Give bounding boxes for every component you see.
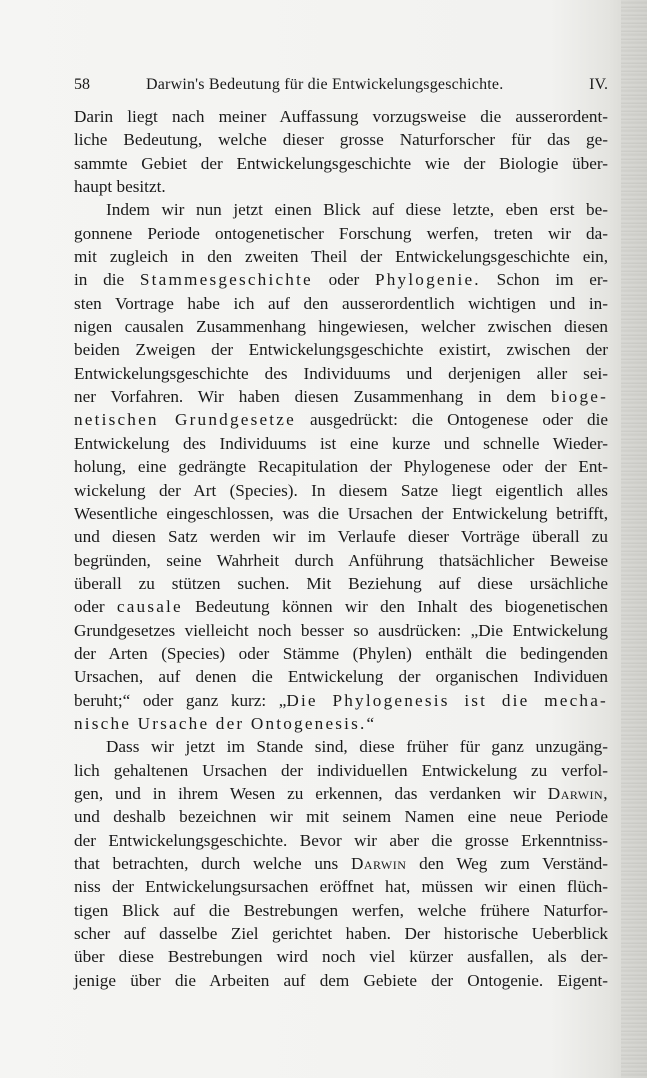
text-segment: mit zugleich in den zweiten Theil der Entwickelungsgeschichte ein, [74, 247, 608, 267]
text-line [74, 619, 608, 642]
text-line [74, 198, 608, 221]
text-segment: Wesentliche eingeschlossen, was die Ursachen der Entwickelung betrifft, [74, 503, 608, 523]
text-line [74, 502, 608, 525]
text-line [74, 829, 608, 852]
text-line [74, 222, 608, 245]
text-segment: sammte Gebiet der Entwickelungsgeschichte wie der Biologie über- [74, 153, 608, 173]
text-line [74, 922, 608, 945]
text-segment: tigen Blick auf die Bestrebungen werfen, welche frühere Naturfor- [74, 900, 608, 920]
body-text [74, 105, 608, 992]
text-segment: gen, und in ihrem Wesen zu erkennen, das verdanken wir [74, 783, 548, 803]
text-line [74, 128, 608, 151]
small-caps-name: Darwin, [547, 783, 608, 803]
text-line [74, 455, 608, 478]
text-line [74, 782, 608, 805]
text-segment: jenige über die Arbeiten auf dem Gebiete der Ontogenie. Eigent- [74, 970, 608, 990]
text-line [74, 432, 608, 455]
text-line [74, 969, 608, 992]
emphasized-text: netischen Grundgesetze [74, 410, 296, 430]
text-segment: Indem wir nun jetzt einen Blick auf diese letzte, eben erst be- [106, 200, 608, 220]
text-segment: Grundgesetzes vielleicht noch besser so ausdrücken: „Die Entwickelung [74, 620, 608, 640]
text-segment: niss der Entwickelungsursachen eröffnet hat, müssen wir einen flüch- [74, 877, 608, 897]
text-segment: oder [312, 270, 375, 290]
running-title: Darwin's Bedeutung für die Entwickelungsgeschichte. [146, 76, 504, 93]
text-segment: beruht;“ oder ganz kurz: „ [74, 690, 287, 710]
text-line [74, 105, 608, 128]
text-line [74, 805, 608, 828]
text-segment: holung, eine gedrängte Recapitulation der Phylogenese oder der Ent- [74, 457, 608, 477]
text-segment: beiden Zweigen der Entwickelungsgeschichte existirt, zwischen der [74, 340, 608, 360]
text-line [74, 572, 608, 595]
text-segment: und deshalb bezeichnen wir mit seinem Namen eine neue Periode [74, 807, 608, 827]
text-segment: Bedeutung können wir den Inhalt des biogenetischen [182, 597, 608, 617]
text-line [74, 899, 608, 922]
text-line [74, 292, 608, 315]
text-line [74, 735, 608, 758]
emphasized-text: Stammesgeschichte [139, 270, 313, 290]
text-segment: ner Vorfahren. Wir haben diesen Zusammenhang in dem [74, 387, 551, 407]
text-line [74, 642, 608, 665]
text-segment: haupt besitzt. [74, 177, 166, 197]
text-segment: that betrachten, durch welche uns [74, 854, 351, 873]
chapter-number: IV. [589, 76, 608, 93]
text-segment: sten Vortrage habe ich auf den ausserordentlich wichtigen und in- [74, 293, 608, 313]
text-line [74, 315, 608, 338]
text-segment: Darin liegt nach meiner Auffassung vorzugsweise die ausserordent- [74, 107, 608, 126]
text-segment: Schon im er- [480, 270, 608, 290]
text-segment: über diese Bestrebungen wird noch viel kürzer ausfallen, als der- [74, 947, 608, 967]
text-segment: den Weg zum Verständ- [406, 854, 608, 873]
text-line [74, 549, 608, 572]
page-header [74, 76, 608, 98]
emphasized-text: bioge- [550, 387, 608, 407]
text-segment: liche Bedeutung, welche dieser grosse Naturforscher für das ge- [74, 130, 608, 150]
emphasized-text: Phylogenie. [374, 270, 481, 290]
text-segment: scher auf dasselbe Ziel gerichtet haben. Der historische Ueberblick [74, 924, 608, 944]
page-number: 58 [74, 76, 90, 93]
text-segment: in die [74, 270, 140, 290]
text-segment: Dass wir jetzt im Stande sind, diese früher für ganz unzugäng- [106, 737, 608, 757]
emphasized-text: Die Phylogenesis ist die mecha- [286, 690, 608, 710]
text-segment: nigen causalen Zusammenhang hingewiesen, welcher zwischen diesen [74, 317, 608, 337]
text-line [74, 665, 608, 688]
emphasized-text: nische Ursache der Ontogenesis. [74, 713, 367, 733]
text-segment: Entwickelungsgeschichte des Individuums und derjenigen aller sei- [74, 363, 608, 383]
text-segment: wickelung der Art (Species). In diesem Satze liegt eigentlich alles [74, 480, 608, 500]
text-line [74, 712, 608, 735]
text-line [74, 385, 608, 408]
text-segment: und diesen Satz werden wir im Verlaufe dieser Vorträge überall zu [74, 527, 608, 547]
emphasized-text: causale [116, 597, 183, 617]
text-line [74, 525, 608, 548]
text-line [74, 875, 608, 898]
text-line [74, 852, 608, 875]
text-segment: der Arten (Species) oder Stämme (Phylen) enthält die bedingenden [74, 643, 608, 663]
text-segment: lich gehaltenen Ursachen der individuellen Entwickelung zu verfol- [74, 760, 608, 780]
text-line [74, 338, 608, 361]
text-segment: oder [74, 597, 117, 617]
text-line [74, 152, 608, 175]
text-line [74, 408, 608, 431]
text-segment: der Entwickelungsgeschichte. Bevor wir aber die grosse Erkenntniss- [74, 830, 608, 850]
page-edge [621, 0, 647, 1078]
text-line [74, 362, 608, 385]
text-line [74, 689, 608, 712]
text-segment: Ursachen, auf denen die Entwickelung der organischen Individuen [74, 667, 608, 687]
text-line [74, 759, 608, 782]
small-caps-name: Darwin [350, 854, 407, 873]
text-segment: überall zu stützen suchen. Mit Beziehung auf diese ursächliche [74, 573, 608, 593]
text-line [74, 479, 608, 502]
text-segment: Entwickelung des Individuums ist eine kurze und schnelle Wieder- [74, 433, 608, 453]
text-segment: gonnene Periode ontogenetischer Forschung werfen, treten wir da- [74, 223, 608, 243]
text-line [74, 245, 608, 268]
text-line [74, 175, 608, 198]
text-line [74, 945, 608, 968]
text-segment: “ [366, 713, 375, 733]
text-line [74, 268, 608, 291]
text-segment: ausgedrückt: die Ontogenese oder die [295, 410, 608, 430]
text-segment: begründen, seine Wahrheit durch Anführung thatsächlicher Beweise [74, 550, 608, 570]
text-line [74, 595, 608, 618]
